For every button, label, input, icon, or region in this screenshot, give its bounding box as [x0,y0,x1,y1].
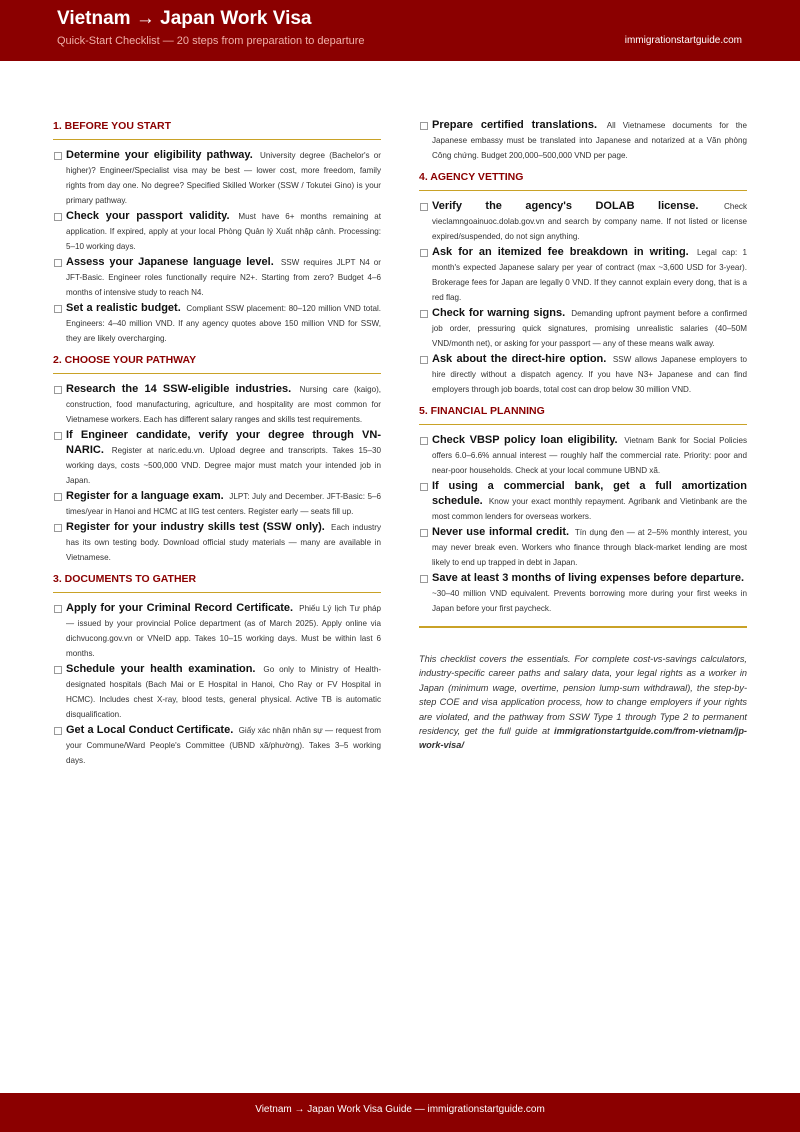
item-text: SSW allows Japanese employers to hire directly without a dispatch agency. If you have N3+ Japanese and can find employers through job boards, total cost can drop below 30 million VND. [432,355,747,394]
item-text: Giấy xác nhận nhân sự — request from your Commune/Ward People's Committee (UBND xã/phường). Takes 3–5 working days. [66,726,381,765]
checklist-item[interactable] [53,662,381,722]
checklist-item[interactable] [53,520,381,565]
checklist-item[interactable] [53,601,381,661]
closing-text: This checklist covers the essentials. For complete cost-vs-savings calculators, industry-specific career paths and salary data, your legal rights as a worker in Japan (minimum wage, overtime, pension lump-sum withdrawal), the step-by-step COE and visa application process, how to change employers if your rights are violated, and the pathway from SSW Type 1 through Type 2 to permanent residency, get the full guide at [419,654,747,737]
checklist-item[interactable] [53,255,381,300]
checkbox-icon[interactable] [54,259,62,267]
checklist-item[interactable] [53,148,381,208]
item-text: Tín dụng đen — at 2–5% monthly interest, you may never break even. Workers who finance through black-market lending are most likely to end up trapped in debt in Japan. [432,528,748,567]
item-title: Verify the agency's DOLAB license. [432,200,699,212]
item-title: Apply for your Criminal Record Certificate. [66,602,294,614]
item-title: Save at least 3 months of living expenses before departure. [432,572,744,584]
page-title: Vietnam → Japan Work Visa [57,8,312,29]
checklist-item[interactable] [419,199,747,244]
checklist-item[interactable] [419,479,747,524]
item-title: Get a Local Conduct Certificate. [66,724,234,736]
checklist-item[interactable] [419,118,747,163]
checkbox-icon[interactable] [420,122,428,130]
checklist-item[interactable] [419,245,747,305]
section-documents-to-gather [53,571,381,768]
section-title: 3. DOCUMENTS TO GATHER [53,571,381,593]
item-title: Register for a language exam. [66,490,224,502]
item-text: Must have 6+ months remaining at application. If expired, apply at your local Phòng Quản lý Xuất nhập cảnh. Processing: 5–10 working days. [66,212,381,251]
checklist-item[interactable] [53,301,381,346]
item-title: Ask about the direct-hire option. [432,353,607,365]
checkbox-icon[interactable] [420,356,428,364]
item-title: Ask for an itemized fee breakdown in writing. [432,246,689,258]
item-title: If Engineer candidate, verify your degree through VN-NARIC. [66,429,381,456]
item-text: Nursing care (kaigo), construction, food manufacturing, agriculture, and hospitality are most common for Vietnamese workers. Each has different salary ranges and skills test requirements. [66,385,382,424]
item-text: Each industry has its own testing body. Download official study materials — many are available in Vietnamese. [66,523,382,562]
checklist-item[interactable] [53,489,381,519]
item-title: Check for warning signs. [432,307,566,319]
closing-note [419,652,747,753]
right-column [419,118,747,753]
footer-text: Vietnam → Japan Work Visa Guide — immigrationstartguide.com [255,1104,545,1115]
item-title: Schedule your health examination. [66,663,256,675]
item-text: Phiếu Lý lịch Tư pháp — issued by your provincial Police department (as of March 2025). Apply online via dichvucong.gov.vn or VNeID app. Takes 10–15 working days. Must be within last 6 months. [66,604,381,658]
checkbox-icon[interactable] [54,213,62,221]
item-title: Check your passport validity. [66,210,230,222]
checkbox-icon[interactable] [420,203,428,211]
checkbox-icon[interactable] [420,310,428,318]
page-subtitle: Quick-Start Checklist — 20 steps from preparation to departure [57,35,365,47]
checkbox-icon[interactable] [54,524,62,532]
section-financial-planning [419,403,747,616]
checkbox-icon[interactable] [54,727,62,735]
item-title: Set a realistic budget. [66,302,181,314]
item-text: Vietnam Bank for Social Policies offers 6.0–6.6% annual interest — roughly half the commercial rate. Priority: poor and near-poor households. Check at your local commune UBND xã. [432,436,747,475]
checklist-item[interactable] [53,209,381,254]
item-text: SSW requires JLPT N4 or JFT-Basic. Engineer roles functionally require N2+. Starting from zero? Budget 4–6 months of intensive study to reach N4. [66,258,382,297]
item-text: All Vietnamese documents for the Japanese embassy must be translated into Japanese and notarized at a Văn phòng Công chứng. Budget 200,000–500,000 VND per page. [432,121,748,160]
item-text: Compliant SSW placement: 80–120 million VND total. Engineers: 4–40 million VND. If any agency quotes above 150 million VND for SSW, they are likely overcharging. [66,304,382,343]
section-title: 4. AGENCY VETTING [419,169,747,191]
header-site-link[interactable]: immigrationstartguide.com [624,35,742,46]
section-choose-your-pathway [53,352,381,565]
section-agency-vetting [419,169,747,397]
item-text: Legal cap: 1 month's expected Japanese salary per year of contract (max ~3,600 USD for 3-year). Brokerage fees for Japan are legally 0 VND. If they cannot explain every dong, that is a red flag. [432,248,748,302]
checkbox-icon[interactable] [54,666,62,674]
page-header [0,0,800,61]
item-title: Never use informal credit. [432,526,570,538]
checklist-item[interactable] [419,433,747,478]
checklist-item[interactable] [53,428,381,488]
item-text: Go only to Ministry of Health-designated hospitals (Bach Mai or E Hospital in Hanoi, Cho Ray or FV Hospital in HCMC). Includes chest X-ray, blood tests, general physical. Active TB is automatic disqualification. [66,665,382,719]
item-title: Check VBSP policy loan eligibility. [432,434,618,446]
checklist-item[interactable] [53,382,381,427]
checkbox-icon[interactable] [420,529,428,537]
page-footer [0,1093,800,1132]
checklist-item[interactable] [419,306,747,351]
item-text: JLPT: July and December. JFT-Basic: 5–6 times/year in Hanoi and HCMC at IIG test centers. Register early — seats fill up. [66,492,382,516]
item-title: Research the 14 SSW-eligible industries. [66,383,292,395]
checkbox-icon[interactable] [54,152,62,160]
full-guide-link[interactable]: immigrationstartguide.com/from-vietnam/jp-work-visa/ [419,726,747,751]
checkbox-icon[interactable] [420,437,428,445]
section-title: 1. BEFORE YOU START [53,118,381,140]
checkbox-icon[interactable] [54,493,62,501]
checklist-item[interactable] [419,571,747,616]
left-column [53,118,381,774]
checkbox-icon[interactable] [54,386,62,394]
item-title: Assess your Japanese language level. [66,256,274,268]
checkbox-icon[interactable] [54,305,62,313]
checkbox-icon[interactable] [420,249,428,257]
checklist-item[interactable] [53,723,381,768]
checkbox-icon[interactable] [420,575,428,583]
item-text: Register at naric.edu.vn. Upload degree and transcripts. Takes 15–30 working days, costs ~500,000 VND. Degree major must match your intended job in Japan. [66,446,381,485]
item-title: Register for your industry skills test (SSW only). [66,521,325,533]
section-before-you-start [53,118,381,346]
item-text: Demanding upfront payment before a confirmed job order, pressuring quick signatures, promising unrealistic salaries (40–50M VND/month net), or asking for your passport — any of these means walk away. [432,309,748,348]
item-title: Prepare certified translations. [432,119,598,131]
item-title: Determine your eligibility pathway. [66,149,253,161]
section-title: 5. FINANCIAL PLANNING [419,403,747,425]
item-text: University degree (Bachelor's or higher)? Engineer/Specialist visa may be best — lower cost, more freedom, family rights from day one. No degree? Specified Skilled Worker (SSW / Tokutei Gino) is your primary pathway. [66,151,381,205]
item-title: If using a commercial bank, get a full amortization schedule. [432,480,747,507]
item-text: Know your exact monthly repayment. Agribank and Vietinbank are the most common lenders for overseas workers. [432,497,747,521]
checkbox-icon[interactable] [54,432,62,440]
checklist-item[interactable] [419,525,747,570]
checkbox-icon[interactable] [54,605,62,613]
section-documents-continued [419,118,747,163]
section-title: 2. CHOOSE YOUR PATHWAY [53,352,381,374]
item-text: ~30–40 million VND equivalent. Prevents borrowing more during your first weeks in Japan before your first paycheck. [432,589,747,613]
divider [419,626,747,628]
item-text: Check vieclamngoainuoc.dolab.gov.vn and search by company name. If not listed or license expired/suspended, do not sign anything. [432,202,747,241]
checkbox-icon[interactable] [420,483,428,491]
checklist-item[interactable] [419,352,747,397]
